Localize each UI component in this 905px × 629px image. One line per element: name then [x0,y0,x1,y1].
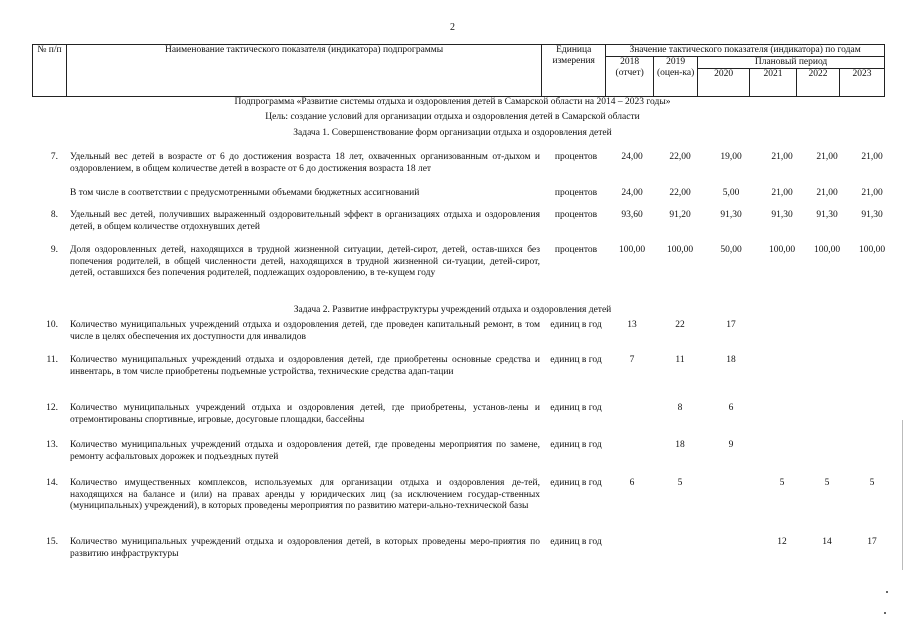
row-value-2020: 17 [726,320,736,330]
row-num: 12. [46,403,58,413]
header-value-group: Значение тактического показателя (индикатора) по годам [606,45,885,57]
row-value-2018: 24,00 [621,188,643,198]
subprogram-title: Подпрограмма «Развитие системы отдыха и оздоровления детей в Самарской области на 2014 – 2023 годы» [234,97,671,107]
row-name: Количество муниципальных учреждений отдыха и оздоровления детей, в которых проведены меро-приятия по развитию инфраструктуры [70,537,540,559]
row-unit: единиц в год [550,478,602,488]
row-name: Доля оздоровленных детей, находящихся в трудной жизненной ситуации, детей-сирот, детей, остав-шихся без попечения родителей, в общей численности детей, находящихся в трудной жизненной си-туации, детей-сирот, детей, оставшихся без попечения родителей, подлежащих оздоровлению, в те-кущем году [70,245,540,278]
row-value-2019: 11 [675,355,685,365]
row-unit: единиц в год [550,537,602,547]
row-value-2022: 91,30 [816,210,838,220]
row-num: 9. [50,245,58,255]
row-name: Количество имущественных комплексов, используемых для организации отдыха и оздоровления де-тей, находящихся на балансе и (или) на правах аренды у юридических лиц (за исключением государ-ственных (муниципальных) учреждений), в которых проведены мероприятия по развитию матери-ально-технической базы [70,478,540,511]
scan-edge-line [902,420,903,570]
row-value-2020: 6 [728,403,734,413]
header-unit: Единица измерения [542,45,606,97]
header-year-2022: 2022 [797,69,840,97]
row-value-2023: 17 [867,537,877,547]
row-name: Количество муниципальных учреждений отдыха и оздоровления детей, где проведен капитальный ремонт, в том числе в целях обеспечения их доступности для инвалидов [70,320,540,342]
row-unit: единиц в год [550,320,602,330]
row-value-2021: 5 [779,478,785,488]
row-value-2021: 100,00 [768,245,796,255]
row-value-2022: 21,00 [816,188,838,198]
header-year-2018: 2018 (отчет) [606,57,654,97]
row-name: Количество муниципальных учреждений отдыха и оздоровления детей, где проведены мероприятия по замене, ремонту асфальтовых дорожек и подъездных путей [70,440,540,462]
row-value-2019: 91,20 [669,210,691,220]
row-value-2023: 100,00 [858,245,886,255]
row-value-2022: 100,00 [813,245,841,255]
row-value-2019: 5 [677,478,683,488]
row-value-2020: 19,00 [720,152,742,162]
scan-speck [884,612,886,614]
row-value-2018: 93,60 [621,210,643,220]
header-plan-period: Плановый период [698,57,885,69]
row-unit: единиц в год [550,440,602,450]
row-unit: процентов [554,152,598,162]
row-value-2020: 50,00 [720,245,742,255]
row-value-2021: 12 [777,537,787,547]
row-unit: единиц в год [550,403,602,413]
row-name: Удельный вес детей в возрасте от 6 до достижения возраста 18 лет, охваченных организованным от-дыхом и оздоровлением, в общем количестве детей в возрасте от 6 до достижения возраста 18 лет [70,152,540,174]
header-num: № п/п [33,45,67,97]
row-value-2018: 24,00 [621,152,643,162]
row-value-2020: 18 [726,355,736,365]
row-value-2021: 21,00 [771,152,793,162]
row-value-2019: 22,00 [669,152,691,162]
row-value-2020: 5,00 [722,188,740,198]
row-value-2023: 21,00 [861,188,883,198]
row-num: 10. [46,320,58,330]
row-value-2018: 7 [629,355,635,365]
row-value-2019: 100,00 [666,245,694,255]
header-year-2020: 2020 [698,69,750,97]
row-value-2022: 21,00 [816,152,838,162]
row-num: 13. [46,440,58,450]
row-value-2023: 91,30 [861,210,883,220]
row-value-2022: 5 [824,478,830,488]
header-name: Наименование тактического показателя (индикатора) подпрограммы [66,45,541,97]
row-value-2019: 18 [675,440,685,450]
row-num: 11. [46,355,58,365]
row-value-2020: 9 [728,440,734,450]
header-year-2023: 2023 [839,69,884,97]
row-num: 8. [50,210,58,220]
row-value-2023: 5 [869,478,875,488]
task2-title: Задача 2. Развитие инфраструктуры учреждений отдыха и оздоровления детей [293,305,612,315]
scan-speck [886,591,888,593]
row-value-2020: 91,30 [720,210,742,220]
row-unit: единиц в год [550,355,602,365]
row-value-2019: 8 [677,403,683,413]
row-name: Удельный вес детей, получивших выраженный оздоровительный эффект в организациях отдыха и оздоровления детей, в общем количестве отдохнувших детей [70,210,540,232]
row-name: В том числе в соответствии с предусмотренными объемами бюджетных ассигнований [70,188,420,198]
row-value-2018: 6 [629,478,635,488]
row-num: 15. [46,537,58,547]
page-number: 2 [450,22,455,33]
row-name: Количество муниципальных учреждений отдыха и оздоровления детей, где приобретены, установ-лены и отремонтированы спортивные, игровые, досуговые площадки, бассейны [70,403,540,425]
header-year-2019: 2019 (оцен-ка) [654,57,698,97]
header-year-2021: 2021 [750,69,797,97]
row-unit: процентов [554,210,598,220]
indicator-table-header [32,44,885,97]
row-value-2018: 100,00 [618,245,646,255]
row-value-2023: 21,00 [861,152,883,162]
row-name: Количество муниципальных учреждений отдыха и оздоровления детей, где приобретены основные средства и инвентарь, в том числе приобретены подъемные устройства, технические средства адап-тации [70,355,540,377]
row-value-2019: 22 [675,320,685,330]
task1-title: Задача 1. Совершенствование форм организации отдыха и оздоровления детей [293,128,612,138]
row-unit: процентов [554,188,598,198]
row-value-2021: 91,30 [771,210,793,220]
row-unit: процентов [554,245,598,255]
row-value-2021: 21,00 [771,188,793,198]
row-num: 14. [46,478,58,488]
row-num: 7. [50,152,58,162]
row-value-2022: 14 [822,537,832,547]
goal-title: Цель: создание условий для организации отдыха и оздоровления детей в Самарской области [265,112,640,122]
row-value-2018: 13 [627,320,637,330]
row-value-2019: 22,00 [669,188,691,198]
